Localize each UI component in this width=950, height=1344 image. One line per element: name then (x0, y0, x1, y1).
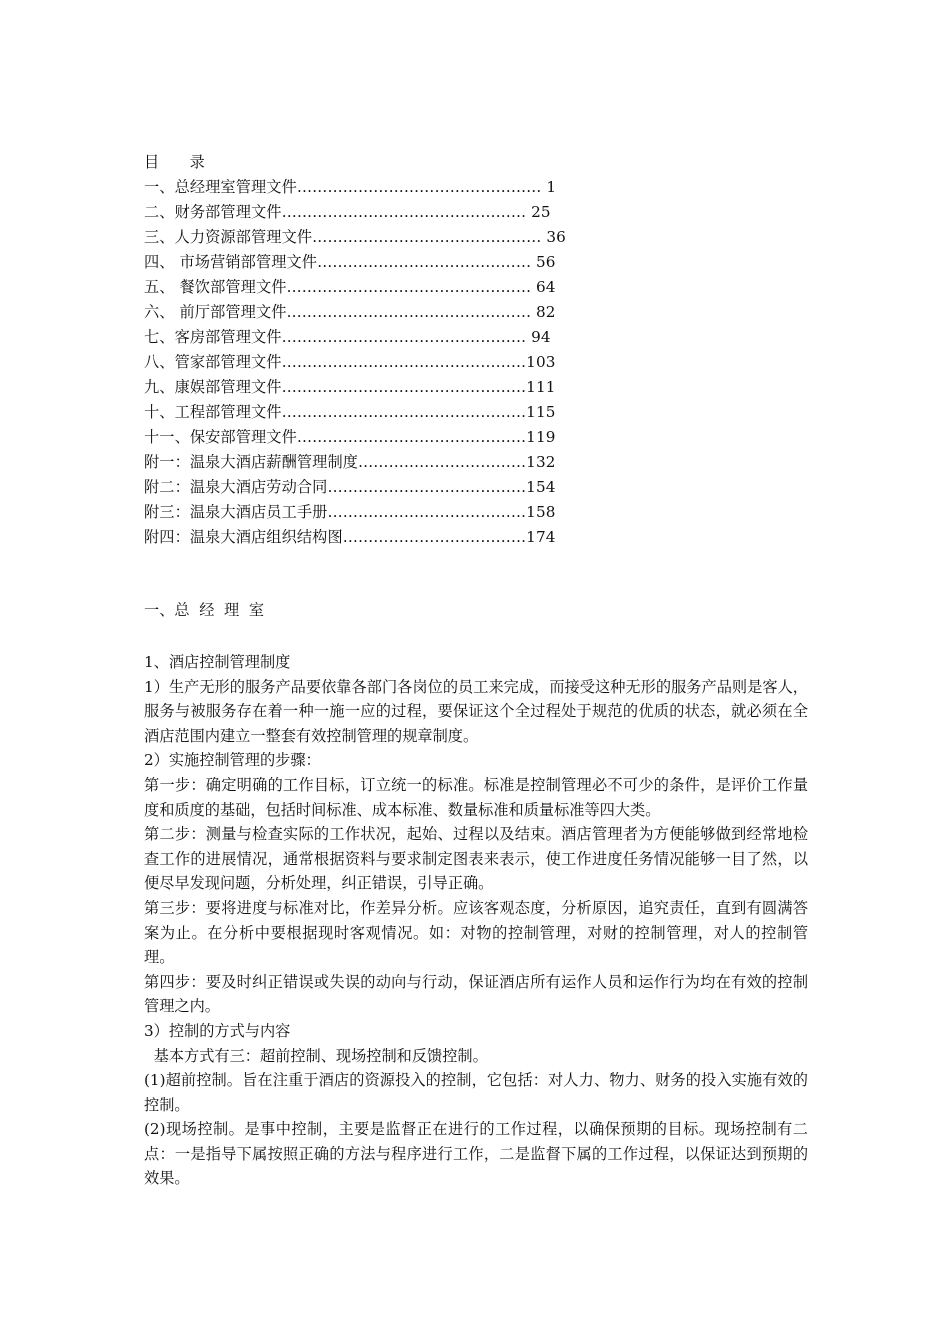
paragraph: 第一步：确定明确的工作目标，订立统一的标准。标准是控制管理必不可少的条件，是评价工作量度和质度的基础，包括时间标准、成本标准、数量标准和质量标准等四大类。 (144, 775, 808, 819)
table-of-contents (144, 150, 664, 550)
document-body (144, 650, 808, 1191)
toc-entry: 二、财务部管理文件………………………………………… 25 (144, 203, 551, 221)
paragraph: 1）生产无形的服务产品要依靠各部门各岗位的员工来完成，而接受这种无形的服务产品则是客人，服务与被服务存在着一种一施一应的过程，要保证这个全过程处于规范的优质的状态，就必须在全酒店范围内建立一整套有效控制管理的规章制度。 (144, 677, 808, 745)
paragraph: (1)超前控制。旨在注重于酒店的资源投入的控制，它包括：对人力、物力、财务的投入实施有效的控制。 (144, 1071, 808, 1114)
toc-entry: 十一、保安部管理文件………………………………………119 (144, 428, 556, 446)
toc-entry: 附二：温泉大酒店劳动合同…………………………………154 (144, 478, 556, 496)
paragraph: 3）控制的方式与内容 (144, 1021, 291, 1040)
toc-entry: 八、管家部管理文件…………………………………………103 (144, 353, 556, 371)
paragraph: 基本方式有三：超前控制、现场控制和反馈控制。 (144, 1046, 488, 1065)
toc-entry: 九、康娱部管理文件…………………………………………111 (144, 378, 556, 396)
toc-entry: 附三：温泉大酒店员工手册…………………………………158 (144, 503, 556, 521)
paragraph: 第四步：要及时纠正错误或失误的动向与行动，保证酒店所有运作人员和运作行为均在有效的控制管理之内。 (144, 972, 808, 1016)
toc-entry: 附四：温泉大酒店组织结构图………………………………174 (144, 528, 556, 546)
paragraph: 1、酒店控制管理制度 (144, 653, 291, 671)
paragraph: 第三步：要将进度与标准对比，作差异分析。应该客观态度，分析原因，追究责任，直到有圆满答案为止。在分析中要根据现时客观情况。如：对物的控制管理，对财的控制管理，对人的控制管理。 (144, 898, 808, 967)
paragraph: 2）实施控制管理的步骤： (144, 751, 321, 770)
toc-entry: 五、 餐饮部管理文件………………………………………… 64 (144, 278, 556, 296)
toc-title: 目 录 (144, 153, 205, 171)
toc-entry: 附一：温泉大酒店薪酬管理制度……………………………132 (144, 453, 556, 471)
toc-entry: 六、 前厅部管理文件………………………………………… 82 (144, 303, 556, 321)
paragraph: 第二步：测量与检查实际的工作状况，起始、过程以及结束。酒店管理者为方便能够做到经常地检查工作的进展情况，通常根据资料与要求制定图表来表示，使工作进度任务情况能够一目了然，以便尽早发现问题，分析处理，纠正错误，引导正确。 (144, 825, 808, 893)
toc-entry: 一、总经理室管理文件………………………………………… 1 (144, 178, 557, 196)
toc-entry: 七、客房部管理文件………………………………………… 94 (144, 328, 551, 346)
section-title: 一、总 经 理 室 (144, 601, 265, 619)
toc-entry: 四、 市场营销部管理文件…………………………………… 56 (144, 253, 556, 271)
paragraph: (2)现场控制。是事中控制，主要是监督正在进行的工作过程，以确保预期的目标。现场控制有二点：一是指导下属按照正确的方法与程序进行工作，二是监督下属的工作过程，以保证达到预期的效果。 (144, 1120, 808, 1188)
toc-entry: 十、工程部管理文件…………………………………………115 (144, 403, 556, 421)
toc-entry: 三、人力资源部管理文件……………………………………… 36 (144, 228, 566, 246)
